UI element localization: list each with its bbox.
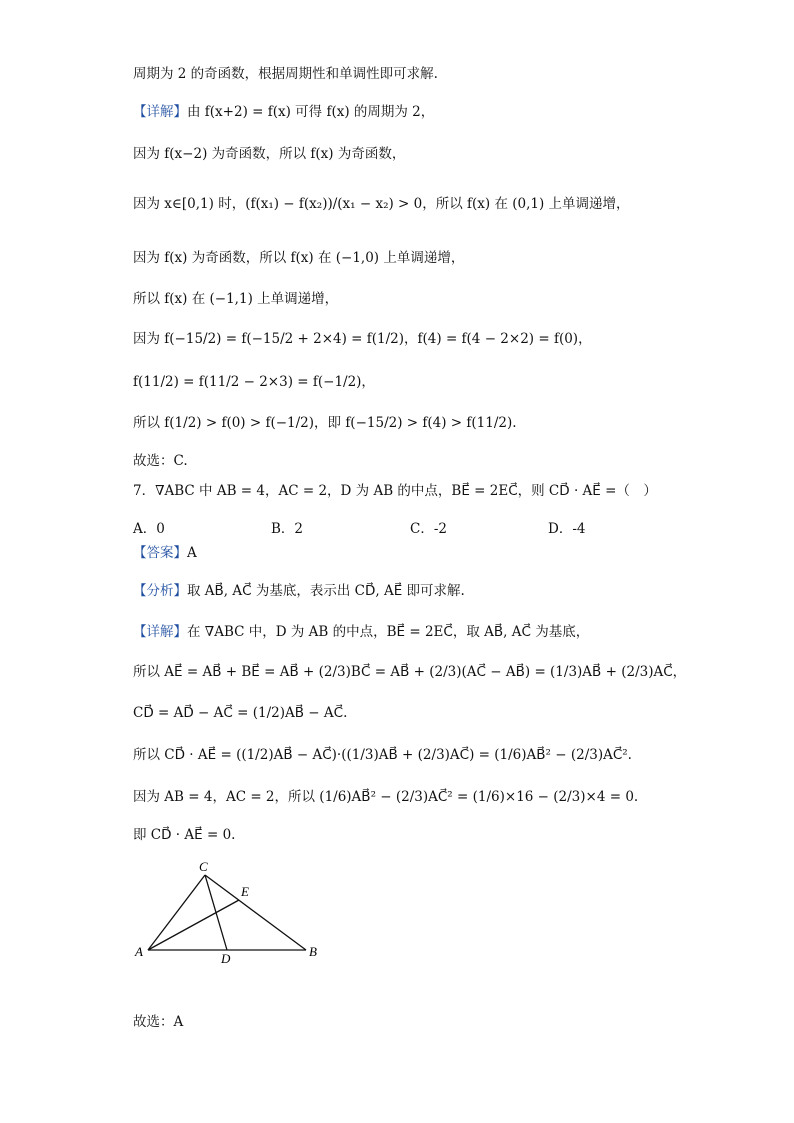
text-line: 【答案】A (133, 545, 197, 561)
math-line: 因为 f(−15/2) = f(−15/2 + 2×4) = f(1/2)，f(4) = f(4 − 2×2) = f(0)， (133, 331, 592, 347)
text-line: 因为 f(x) 为奇函数，所以 f(x) 在 (−1,0) 上单调递增， (133, 250, 465, 266)
text-line: 所以 f(x) 在 (−1,1) 上单调递增， (133, 291, 339, 307)
label-b: B (309, 944, 317, 959)
section-tag: 【详解】 (133, 104, 187, 120)
math-line: 因为 AB = 4，AC = 2，所以 (1/6)AB⃗² − (2/3)AC⃗² = (1/6)×16 − (2/3)×4 = 0. (133, 789, 639, 805)
text-line: 【分析】取 AB⃗, AC⃗ 为基底，表示出 CD⃗, AE⃗ 即可求解. (133, 583, 465, 599)
choice-b: B．2 (271, 521, 304, 537)
label-d: D (221, 951, 231, 965)
section-tag: 【详解】 (133, 624, 187, 640)
text-line: 【详解】在 ∇ABC 中，D 为 AB 的中点，BE⃗ = 2EC⃗，取 AB⃗, AC⃗ 为基底， (133, 624, 590, 640)
text-line: 周期为 2 的奇函数，根据周期性和单调性即可求解. (133, 66, 438, 82)
math-line: 所以 CD⃗ · AE⃗ = ((1/2)AB⃗ − AC⃗)·((1/3)AB⃗ + (2/3)AC⃗) = (1/6)AB⃗² − (2/3)AC⃗². (133, 747, 632, 763)
label-e: E (241, 884, 249, 899)
text-line: 【详解】由 f(x+2) = f(x) 可得 f(x) 的周期为 2， (133, 104, 435, 120)
section-tag: 【分析】 (133, 583, 187, 599)
math-line: 所以 f(1/2) > f(0) > f(−1/2)，即 f(−15/2) > f(4) > f(11/2). (133, 415, 517, 431)
text-line: 故选：C. (133, 453, 188, 469)
choice-a: A．0 (133, 521, 165, 537)
choice-d: D．-4 (548, 521, 586, 537)
section-tag: 【答案】 (133, 545, 187, 561)
choice-c: C．-2 (410, 521, 447, 537)
triangle-figure (128, 855, 328, 965)
text-line: 因为 x∈[0,1) 时，(f(x₁) − f(x₂))/(x₁ − x₂) > 0，所以 f(x) 在 (0,1) 上单调递增， (133, 196, 630, 212)
math-line: CD⃗ = AD⃗ − AC⃗ = (1/2)AB⃗ − AC⃗. (133, 705, 348, 721)
math-line: 即 CD⃗ · AE⃗ = 0. (133, 827, 236, 843)
label-a: A (135, 944, 143, 959)
text-line: 故选：A (133, 1014, 184, 1030)
question-stem: 7．∇ABC 中 AB = 4，AC = 2，D 为 AB 的中点，BE⃗ = 2EC⃗，则 CD⃗ · AE⃗ =（ ） (133, 483, 657, 499)
label-c: C (199, 859, 208, 874)
math-line: f(11/2) = f(11/2 − 2×3) = f(−1/2)， (133, 374, 375, 390)
text-line: 因为 f(x−2) 为奇函数，所以 f(x) 为奇函数， (133, 146, 406, 162)
math-line: 所以 AE⃗ = AB⃗ + BE⃗ = AB⃗ + (2/3)BC⃗ = AB⃗ + (2/3)(AC⃗ − AB⃗) = (1/3)AB⃗ + (2/3)AC⃗， (133, 664, 687, 680)
